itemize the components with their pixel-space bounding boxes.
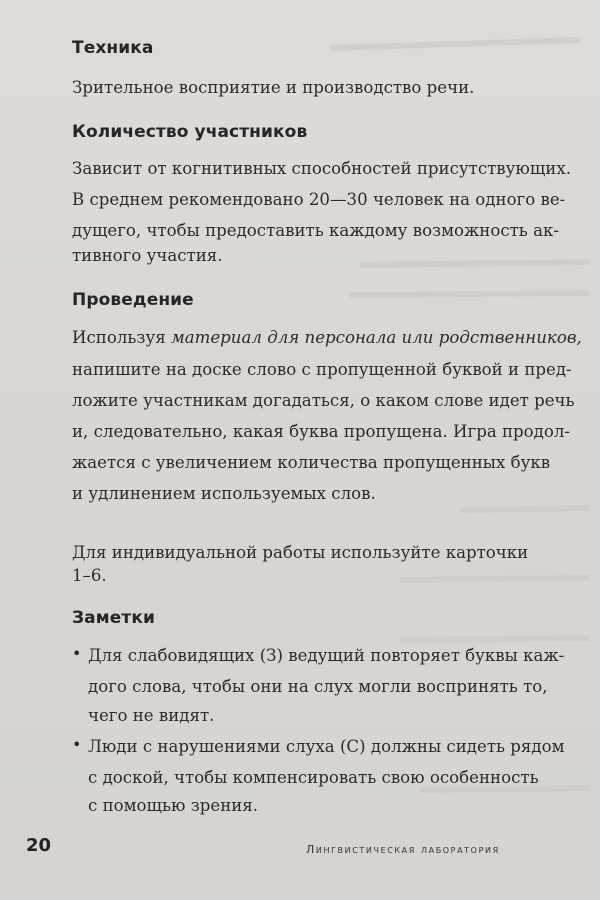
heading-technique: Техника <box>72 38 154 58</box>
note-2-line-1: Люди с нарушениями слуха (С) должны сидеть рядом <box>88 737 565 756</box>
procedure-line-5: жается с увеличением количества пропущенных букв <box>72 453 551 472</box>
note-1-line-2: дого слова, чтобы они на слух могли воспринять то, <box>88 677 548 696</box>
participants-line-2: В среднем рекомендовано 20—30 человек на одного ве- <box>72 190 566 209</box>
procedure-line-2: напишите на доске слово с пропущенной буквой и пред- <box>72 360 572 379</box>
technique-text: Зрительное восприятие и производство речи. <box>72 78 475 97</box>
heading-notes: Заметки <box>72 608 155 628</box>
heading-procedure: Проведение <box>72 290 194 310</box>
note-2-line-2: с доской, чтобы компенсировать свою особенность <box>88 768 539 787</box>
participants-line-4: тивного участия. <box>72 246 223 265</box>
individual-line-1: Для индивидуальной работы используйте карточки <box>72 543 529 562</box>
note-1-line-3: чего не видят. <box>88 706 215 725</box>
running-title: Лингвистическая лаборатория <box>306 843 500 856</box>
procedure-line-4: и, следовательно, какая буква пропущена. Игра продол- <box>72 422 571 441</box>
bullet-1: • <box>72 644 82 663</box>
note-1-line-1: Для слабовидящих (З) ведущий повторяет буквы каж- <box>88 646 565 665</box>
procedure-line-1-prefix: Используя <box>72 328 171 347</box>
procedure-line-1 <box>72 322 592 353</box>
procedure-line-1-italic: материал для персонала или родственников, <box>170 328 582 347</box>
page-number: 20 <box>26 835 52 856</box>
heading-participants: Количество участников <box>72 122 308 142</box>
individual-line-2: 1–6. <box>72 566 107 585</box>
participants-line-3: дущего, чтобы предоставить каждому возможность ак- <box>72 221 559 240</box>
bullet-2: • <box>72 735 82 754</box>
participants-line-1: Зависит от когнитивных способностей присутствующих. <box>72 159 571 178</box>
procedure-line-3: ложите участникам догадаться, о каком слове идет речь <box>72 391 575 410</box>
note-2-line-3: с помощью зрения. <box>88 796 259 815</box>
procedure-line-6: и удлинением используемых слов. <box>72 484 376 503</box>
